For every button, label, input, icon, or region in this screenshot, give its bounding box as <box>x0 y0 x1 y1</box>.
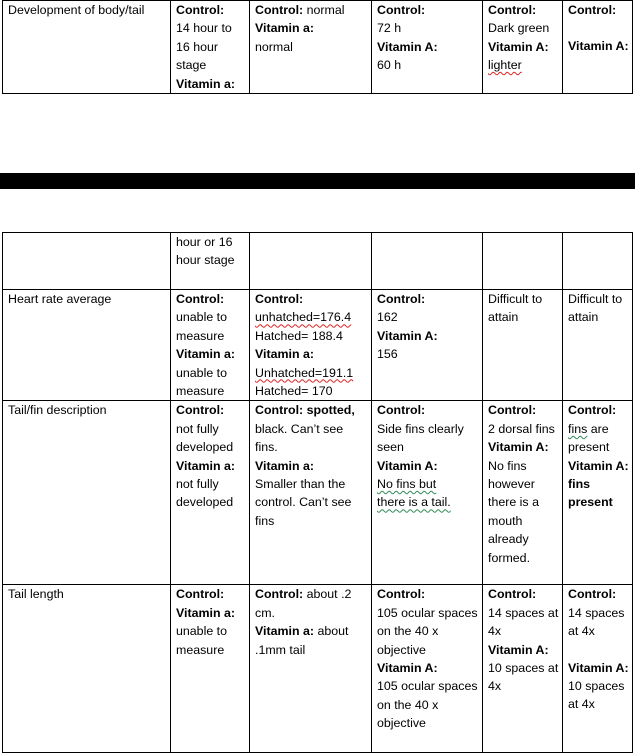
cell-value: Hatched= 170 <box>255 384 333 399</box>
cell-value: No fins but <box>377 477 437 492</box>
cell-key: Vitamin a: <box>176 458 235 473</box>
cell <box>372 290 483 401</box>
cell-key: Vitamin A: <box>377 39 438 54</box>
cell <box>171 585 250 753</box>
cell <box>372 1 483 94</box>
cell-value: 2 dorsal fins <box>488 421 555 436</box>
cell-value: unable to measure <box>176 365 227 399</box>
table-top <box>2 0 633 94</box>
cell <box>563 585 633 753</box>
cell-key: Vitamin A: <box>377 458 438 473</box>
cell <box>483 233 563 290</box>
cell-key: Vitamin A: <box>488 39 549 54</box>
cell-value: 14 spaces at 4x <box>568 605 625 639</box>
cell <box>372 233 483 290</box>
cell-value: unable to measure <box>176 310 227 343</box>
row-label-text: Development of body/tail <box>8 3 145 17</box>
cell-value: 14 spaces at 4x <box>488 605 559 639</box>
cell-line <box>255 1 368 19</box>
cell-value: normal <box>303 3 345 17</box>
cell-value: unable to measure <box>176 624 227 657</box>
row-label-text: Tail length <box>8 587 64 602</box>
cell-value: Dark green <box>488 21 550 36</box>
cell-value: 156 <box>377 347 398 362</box>
cell <box>372 401 483 585</box>
cell <box>250 585 372 753</box>
cell-value: 105 ocular spaces on the 40 x objective <box>377 679 478 731</box>
cell-value: not fully developed <box>176 421 234 455</box>
cell-value: there is a tail. <box>377 495 451 510</box>
cell <box>563 290 633 401</box>
cell <box>171 290 250 401</box>
cell-value: 162 <box>377 310 398 325</box>
cell-key: Control: <box>488 587 537 602</box>
cell-key: Control: <box>377 403 426 418</box>
page-break-bar <box>0 173 635 189</box>
cell-text: 14 hour to 16 hour stage <box>176 21 232 73</box>
row-label-text: Heart rate average <box>8 292 112 306</box>
row-label <box>3 401 171 585</box>
cell-value: 105 ocular spaces on the 40 x objective <box>377 605 478 657</box>
cell-key: Control: <box>488 403 537 418</box>
cell-key: Control: <box>255 292 304 306</box>
cell <box>250 233 372 290</box>
cell-key: Control: <box>255 587 304 602</box>
cell-key: Control: <box>568 587 617 602</box>
table-row <box>3 290 633 401</box>
cell-value: Hatched= 188.4 <box>255 328 343 343</box>
cell-key: Control: <box>255 3 304 17</box>
table-row <box>3 585 633 753</box>
cell <box>372 585 483 753</box>
cell-value: normal <box>255 39 293 54</box>
cell <box>250 290 372 401</box>
row-label <box>3 290 171 401</box>
cell-key: Control: <box>488 3 537 17</box>
cell-key: Control: spotted, <box>255 403 355 418</box>
cell <box>250 1 372 94</box>
cell <box>250 401 372 585</box>
cell-value: lighter <box>488 58 522 73</box>
row-label-text: Tail/fin description <box>8 403 107 418</box>
row-label <box>3 1 171 94</box>
cell-text: Vitamin a: <box>176 76 235 91</box>
table-row <box>3 401 633 585</box>
cell <box>171 1 250 94</box>
cell-key: Vitamin a: <box>176 347 235 362</box>
cell-value: 10 spaces at 4x <box>488 661 559 694</box>
cell-key: Vitamin A: <box>568 660 629 675</box>
cell-key: Vitamin a: <box>255 347 314 362</box>
table-bottom <box>2 232 633 753</box>
cell-key: Vitamin A: <box>377 328 438 343</box>
cell-key: Control: <box>377 587 426 602</box>
cell-value: Smaller than the control. Can’t see fins <box>255 477 352 528</box>
cell-key: Vitamin a: <box>255 458 314 473</box>
cell-key: Control: <box>568 3 617 17</box>
cell-value: 72 h <box>377 21 402 36</box>
cell-key: Vitamin A: <box>568 39 629 54</box>
cell-text: hour or 16 hour stage <box>176 235 235 268</box>
cell-key: Vitamin a: <box>255 624 314 639</box>
cell-key: Control: <box>377 292 426 306</box>
cell <box>563 1 633 94</box>
cell <box>483 1 563 94</box>
cell-value: fins <box>568 421 588 436</box>
cell-key: Control: <box>568 403 617 418</box>
cell-key: Vitamin A: <box>377 661 438 676</box>
cell-value: are present <box>568 421 610 455</box>
cell-text: Difficult to attain <box>488 292 543 325</box>
cell-value: about .2 cm. <box>255 587 352 620</box>
cell <box>171 401 250 585</box>
cell-text: Difficult to attain <box>568 292 623 325</box>
table-row <box>3 233 633 290</box>
cell-key: Control: <box>176 403 225 418</box>
cell-value: 10 spaces at 4x <box>568 679 625 712</box>
table-row <box>3 1 633 94</box>
cell-key: Vitamin a: <box>176 605 235 620</box>
cell-value: about .1mm tail <box>255 624 349 657</box>
cell-text: Control: <box>176 3 225 17</box>
cell-key: Vitamin A: fins present <box>568 458 629 510</box>
cell-key: Control: <box>377 3 426 17</box>
cell-key: Vitamin a: <box>255 21 314 36</box>
cell-key: Control: <box>176 292 225 306</box>
cell-value: No fins however there is a mouth already formed. <box>488 458 539 565</box>
cell-value: unhatched=176.4 <box>255 310 352 325</box>
cell <box>563 401 633 585</box>
cell-value: Unhatched=191.1 <box>255 365 354 380</box>
cell-value: Side fins clearly seen <box>377 421 464 455</box>
cell <box>171 233 250 290</box>
cell <box>483 585 563 753</box>
cell-value: 60 h <box>377 58 402 73</box>
cell-key: Control: <box>176 587 225 602</box>
cell <box>483 290 563 401</box>
cell-key: Vitamin A: <box>488 642 549 657</box>
cell-key: Vitamin A: <box>488 440 549 455</box>
row-label <box>3 233 171 290</box>
cell-value: not fully developed <box>176 477 234 510</box>
row-label <box>3 585 171 753</box>
cell-value: black. Can’t see fins. <box>255 421 344 455</box>
cell <box>483 401 563 585</box>
cell <box>563 233 633 290</box>
